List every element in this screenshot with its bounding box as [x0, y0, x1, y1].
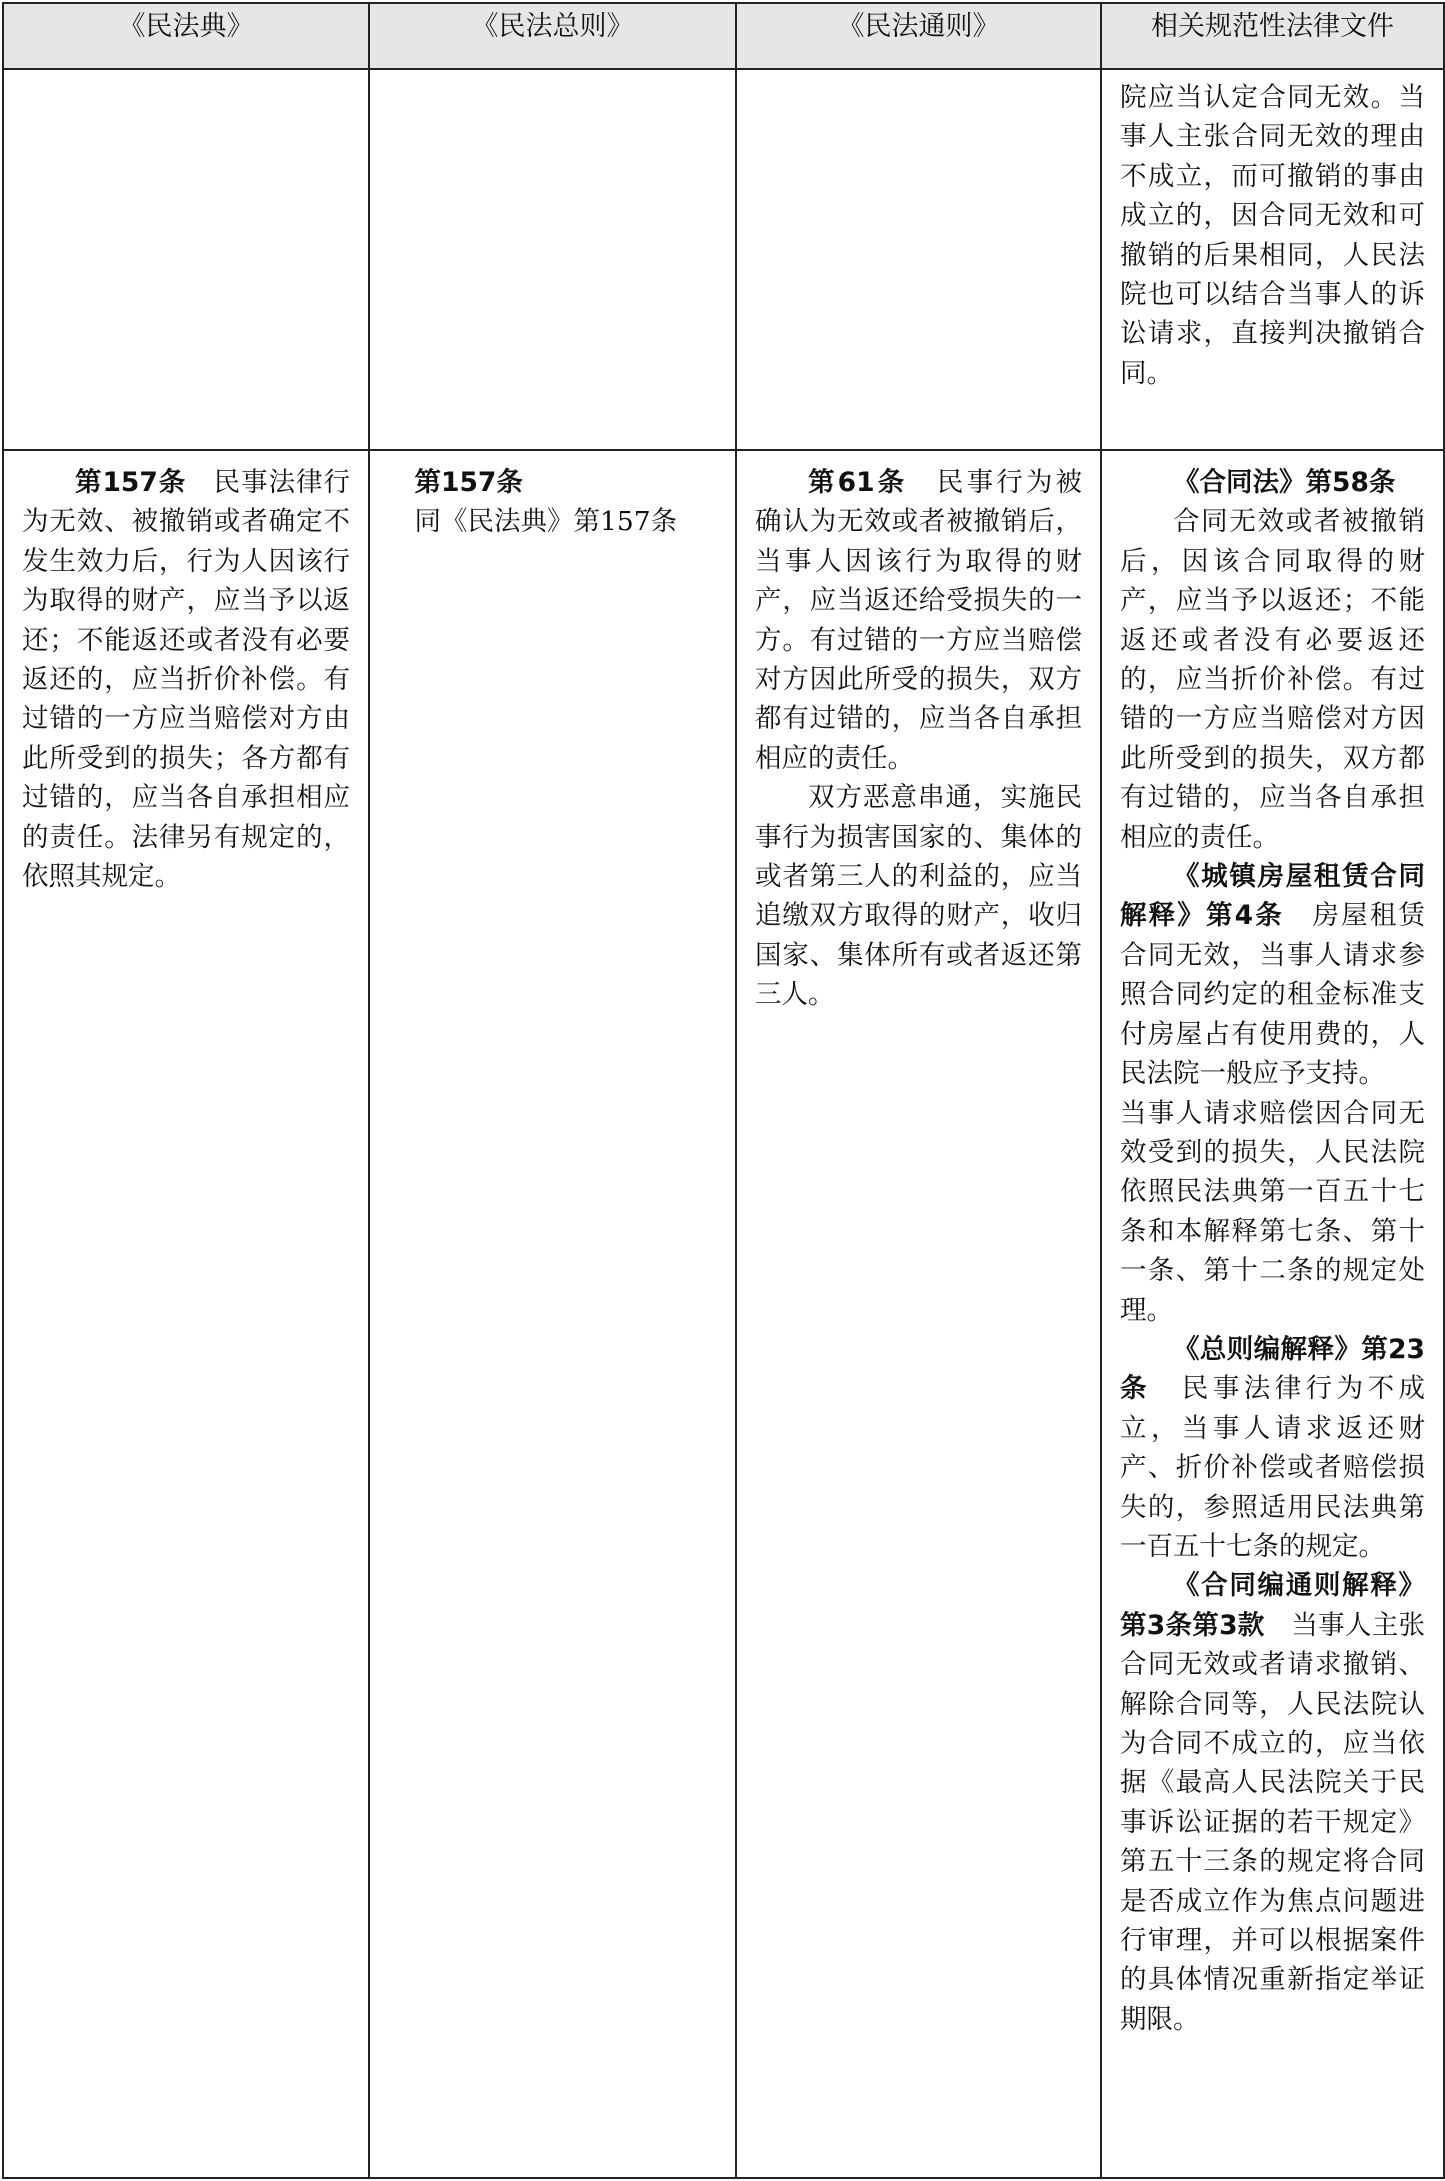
general-provisions-article-number: 第157条 — [414, 467, 523, 498]
header-general-provisions: 《民法总则》 — [369, 3, 736, 69]
general-interp-ref: 《总则编解释》第23条 — [1120, 1333, 1425, 1405]
general-principles-article-number: 第61条 — [808, 467, 908, 498]
contract-law-text: 合同无效或者被撤销后，因该合同取得的财产，应当予以返还；不能返还或者没有必要返还的，应当折价补偿。有过错的一方应当赔偿对方因此所受到的损失，双方都有过错的，应当各自承担相应的责任。 — [1120, 506, 1425, 853]
header-row — [3, 3, 1444, 69]
cell-related-documents — [1101, 450, 1444, 2178]
header-civil-code: 《民法典》 — [3, 3, 369, 69]
table-row — [3, 69, 1444, 450]
general-principles-article-text: 民事行为被确认为无效或者被撤销后，当事人因该行为取得的财产，应当返还给受损失的一方。有过错的一方应当赔偿对方因此所受的损失，双方都有过错的，应当各自承担相应的责任。 — [755, 467, 1082, 774]
cell-civil-code-157 — [3, 450, 369, 2178]
lease-interp-ref: 《城镇房屋租赁合同解释》第4条 — [1120, 861, 1425, 932]
related-continued-text: 院应当认定合同无效。当事人主张合同无效的理由不成立，而可撤销的事由成立的，因合同无效和可撤销的后果相同，人民法院也可以结合当事人的诉讼请求，直接判决撤销合同。 — [1120, 82, 1425, 389]
general-interp-paragraph — [1120, 1330, 1425, 1566]
lease-interp-text: 房屋租赁合同无效，当事人请求参照合同约定的租金标准支付房屋占有使用费的，人民法院一般应予支持。 — [1120, 900, 1425, 1090]
contract-interp-paragraph — [1120, 1566, 1425, 2039]
cell-general-provisions-157 — [369, 450, 736, 2178]
cell-general-principles-empty — [736, 69, 1101, 450]
lease-interp-text-2: 当事人请求赔偿因合同无效受到的损失，人民法院依照民法典第一百五十七条和本解释第七条、第十一条、第十二条的规定处理。 — [1120, 1097, 1425, 1326]
contract-law-ref: 《合同法》第58条 — [1173, 467, 1396, 498]
civil-code-paragraph — [22, 463, 350, 896]
civil-code-article-number: 第157条 — [75, 467, 187, 498]
cell-civil-code-empty — [3, 69, 369, 450]
header-general-principles: 《民法通则》 — [736, 3, 1101, 69]
contract-interp-ref: 《合同编通则解释》第3条第3款 — [1120, 1570, 1425, 1641]
general-principles-paragraph — [755, 463, 1082, 778]
lease-interp-paragraph — [1120, 857, 1425, 1093]
general-principles-paragraph-2: 双方恶意串通，实施民事行为损害国家的、集体的或者第三人的利益的，应当追缴双方取得的财产，收归国家、集体所有或者返还第三人。 — [755, 782, 1082, 1011]
general-provisions-article-text: 同《民法典》第157条 — [414, 506, 678, 538]
header-related-documents: 相关规范性法律文件 — [1101, 3, 1444, 69]
cell-related-continued — [1101, 69, 1444, 450]
law-comparison-table — [2, 2, 1445, 2179]
general-interp-text: 民事法律行为不成立，当事人请求返还财产、折价补偿或者赔偿损失的，参照适用民法典第一百五十七条的规定。 — [1120, 1373, 1426, 1562]
contract-interp-text: 当事人主张合同无效或者请求撤销、解除合同等，人民法院认为合同不成立的，应当依据《最高人民法院关于民事诉讼证据的若干规定》第五十三条的规定将合同是否成立作为焦点问题进行审理，并可以根据案件的具体情况重新指定举证期限。 — [1120, 1609, 1425, 2035]
cell-general-principles-61 — [736, 450, 1101, 2178]
table-row — [3, 450, 1444, 2178]
cell-general-provisions-empty — [369, 69, 736, 450]
civil-code-article-text: 民事法律行为无效、被撤销或者确定不发生效力后，行为人因该行为取得的财产，应当予以返还；不能返还或者没有必要返还的，应当折价补偿。有过错的一方应当赔偿对方由此所受到的损失；各方都有过错的，应当各自承担相应的责任。法律另有规定的，依照其规定。 — [22, 467, 350, 893]
